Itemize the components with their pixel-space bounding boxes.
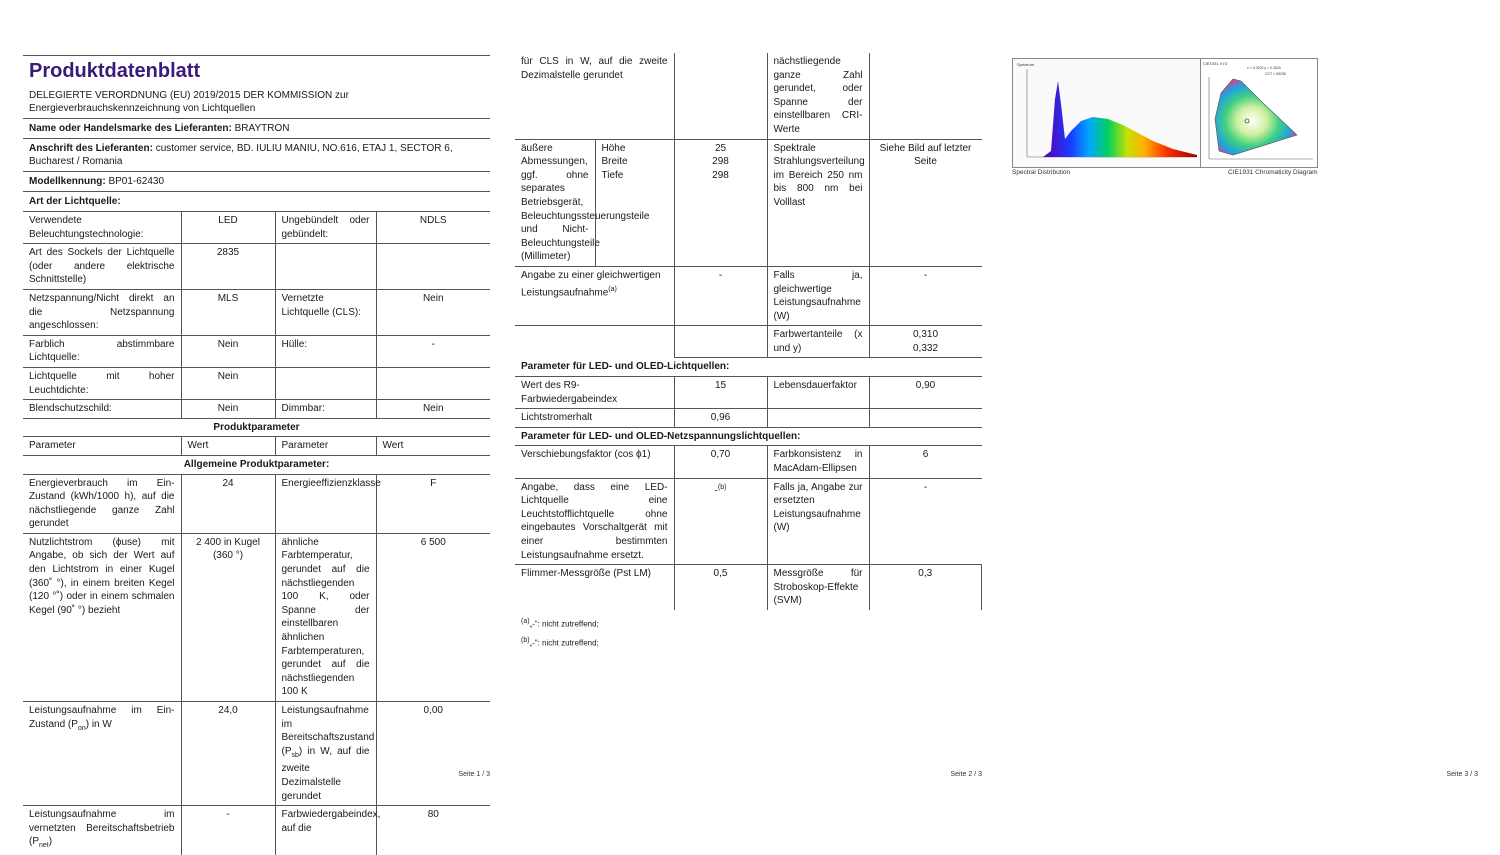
consist-label: Farbkonsistenz in MacAdam-Ellipsen (767, 446, 869, 478)
param-label: Farbwiedergabeindex, auf die (275, 806, 376, 855)
column-header-param: Parameter (23, 437, 181, 456)
row-label (275, 367, 376, 399)
footnote-a: $^{(a)}$„-“: nicht zutreffend; (521, 617, 599, 629)
row-label: Vernetzte Lichtquelle (CLS): (275, 289, 376, 335)
row-value (376, 367, 490, 399)
param-value: 24,0 (181, 702, 275, 806)
param-value: F (376, 474, 490, 533)
table-row (515, 326, 982, 358)
light-type-label: Art der Lichtquelle: (29, 196, 121, 207)
empty-cell (515, 326, 674, 358)
row-value: MLS (181, 289, 275, 335)
param-value: 80 (427, 809, 439, 821)
continuation-table (515, 53, 982, 610)
param-value: 6 500 (376, 533, 490, 701)
table-section-header (23, 455, 490, 474)
row-label: Verwendete Beleuchtungstechnologie: (23, 212, 181, 244)
footnotes (515, 614, 982, 651)
replace-yes-value: - (869, 478, 982, 565)
column-header-value: Wert (376, 437, 490, 456)
strobo-label: Messgröße für Stroboskop-Effekte (SVM) (767, 565, 869, 610)
row-value: NDLS (376, 212, 490, 244)
product-params-header: Produktparameter (23, 418, 490, 437)
table-row (23, 289, 490, 335)
table-row (23, 806, 490, 855)
row-value: LED (181, 212, 275, 244)
flux-value: 0,96 (674, 409, 767, 428)
row-label: Dimmbar: (275, 400, 376, 419)
spectral-value: Siehe Bild auf letzter Seite (869, 139, 982, 266)
supplier-address-line (23, 139, 490, 172)
dims-label: äußere Abmessungen, ggf. ohne separates Betriebsgerät, Beleuchtungssteuerungsteile und Nicht-Beleuchtungsteile (Millimeter) (515, 139, 595, 266)
row-label: Hülle: (275, 335, 376, 367)
supplier-address-label: Anschrift des Lieferanten: (29, 143, 153, 154)
row-value (869, 53, 982, 139)
row-value (376, 244, 490, 290)
equiv-yes-label: Falls ja, gleichwertige Leistungsaufnahme (W) (767, 266, 869, 325)
regulation-text: DELEGIERTE VERORDNUNG (EU) 2019/2015 DER KOMMISSION zur Energieverbrauchskennzeichnung von Lichtquellen (23, 87, 490, 119)
equiv-value: - (674, 266, 767, 325)
row-value: Nein (181, 400, 275, 419)
spectral-label: Spektrale Strahlungsverteilung im Bereich 250 nm bis 800 nm bei Volllast (767, 139, 869, 266)
table-section-header (515, 358, 982, 377)
empty-cell (869, 409, 982, 428)
cie-caption: CIE1931 Chromaticity Diagram (1228, 169, 1318, 176)
param-label: ähnliche Farbtemperatur, gerundet auf die nächstliegenden 100 K, oder Spanne der einstellbaren ähnlichen Farbtemperaturen, gerundet auf die nächstliegenden 100 K (275, 533, 376, 701)
row-value: Nein (181, 367, 275, 399)
supplier-name-line (23, 119, 490, 139)
param-label: Energieverbrauch im Ein-Zustand (kWh/1000 h), auf die nächstliegende ganze Zahl gerundet (23, 474, 181, 533)
param-value: - (181, 806, 275, 855)
page-1 (23, 0, 490, 850)
table-row (515, 446, 982, 478)
supplier-address-value: customer service, BD. IULIU MANIU, NO.616, ETAJ 1, SECTOR 6, Bucharest / Romania (29, 143, 453, 167)
cie-locus (1215, 79, 1297, 155)
row-label: Lichtquelle mit hoher Leuchtdichte: (23, 367, 181, 399)
row-label: Ungebündelt oder gebündelt: (275, 212, 376, 244)
row-value: - (376, 335, 490, 367)
consist-value: 6 (869, 446, 982, 478)
mains-params-header: Parameter für LED- und OLED-Netzspannungslichtquellen: (515, 427, 982, 446)
cie-title: CIE1931 XYZ (1203, 61, 1228, 66)
dims-values: 25 298 298 (674, 139, 767, 266)
table-section-header (515, 427, 982, 446)
table-row (23, 533, 490, 701)
chroma-values: 0,310 0,332 (869, 326, 982, 358)
model-line (23, 172, 490, 192)
param-value: 24 (181, 474, 275, 533)
table-row (515, 53, 982, 139)
table-row (23, 367, 490, 399)
cie-svg (1201, 59, 1317, 167)
flicker-value: 0,5 (674, 565, 767, 610)
param-label: Nutzlichtstrom (ϕuse) mit Angabe, ob sich der Wert auf den Lichtstrom in einer Kugel (360˚ °), in einem breiten Kegel (120 °˚) oder in einem schmalen Kegel (90˚ °) bezieht (23, 533, 181, 701)
table-column-headers (23, 437, 490, 456)
column-header-value: Wert (181, 437, 275, 456)
table-row (515, 139, 982, 266)
equiv-label: Angabe zu einer gleichwertigen Leistungsaufnahme$^{(a)}$ (515, 266, 674, 325)
table-row (515, 478, 982, 565)
param-value: 0,00 (376, 702, 490, 806)
table-section-header (23, 418, 490, 437)
strobo-value: 0,3 (869, 565, 982, 610)
page-footer: Seite 3 / 3 (1446, 771, 1478, 778)
equiv-yes-value: - (869, 266, 982, 325)
spectral-distribution-svg (1013, 59, 1201, 167)
row-value: Nein (376, 400, 490, 419)
life-label: Lebensdauerfaktor (767, 377, 869, 409)
page-2 (515, 0, 982, 844)
param-label: Leistungsaufnahme im Ein-Zustand $(P_{on})$ in W (23, 702, 181, 806)
row-label: Art des Sockels der Lichtquelle (oder andere elektrische Schnittstelle) (23, 244, 181, 290)
document-title: Produktdatenblatt (23, 55, 490, 87)
r9-label: Wert des R9-Farbwiedergabeindex (515, 377, 674, 409)
life-value: 0,90 (869, 377, 982, 409)
row-value: 2835 (181, 244, 275, 290)
model-value: BP01-62430 (108, 176, 165, 187)
param-label: Leistungsaufnahme im vernetzten Bereitschaftsbetrieb $(P_{net})$ (23, 806, 181, 855)
spectral-distribution-chart (1013, 59, 1201, 167)
page-3 (1008, 0, 1478, 844)
model-label: Modellkennung: (29, 176, 106, 187)
led-params-header: Parameter für LED- und OLED-Lichtquellen: (515, 358, 982, 377)
empty-cell (674, 326, 767, 358)
table-row (515, 377, 982, 409)
table-row (23, 335, 490, 367)
param-label: Leistungsaufnahme im Bereitschaftszustand $(P_{sb})$ in W, auf die zweite Dezimalstelle gerundet (275, 702, 376, 806)
table-row (515, 266, 982, 325)
empty-cell (767, 409, 869, 428)
shift-label: Verschiebungsfaktor (cos ϕ1) (515, 446, 674, 478)
column-header-param: Parameter (275, 437, 376, 456)
table-row (23, 702, 490, 806)
row-label: Netzspannung/Nicht direkt an die Netzspannung angeschlossen: (23, 289, 181, 335)
table-row (23, 212, 490, 244)
chroma-label: Farbwertanteile (x und y) (767, 326, 869, 358)
table-row (23, 244, 490, 290)
table-row (23, 474, 490, 533)
spectrum-figure (1012, 58, 1318, 168)
flux-label: Lichtstromerhalt (515, 409, 674, 428)
row-label: für CLS in W, auf die zweite Dezimalstelle gerundet (515, 53, 674, 139)
footnote-b: $^{(b)}$„-“: nicht zutreffend; (521, 636, 599, 648)
row-label (275, 244, 376, 290)
row-value (674, 53, 767, 139)
light-source-table (23, 212, 490, 855)
table-row (23, 400, 490, 419)
general-params-header: Allgemeine Produktparameter: (23, 455, 490, 474)
supplier-name-value: BRAYTRON (234, 123, 290, 134)
row-label: nächstliegende ganze Zahl gerundet, oder Spanne der einstellbaren CRI-Werte (767, 53, 869, 139)
shift-value: 0,70 (674, 446, 767, 478)
spectrum-title: Spectrum (1017, 62, 1035, 67)
param-value: 2 400 in Kugel (360 °) (181, 533, 275, 701)
replace-value: -$^{(b)}$ (674, 478, 767, 565)
spectrum-curve (1043, 81, 1197, 157)
table-row (515, 409, 982, 428)
cie-readout-1: x = 0.3100 y = 0.3320 (1247, 66, 1281, 70)
row-value: Nein (181, 335, 275, 367)
param-label: Energieeffizienzklasse (275, 474, 376, 533)
supplier-name-label: Name oder Handelsmarke des Lieferanten: (29, 123, 232, 134)
replace-yes-label: Falls ja, Angabe zur ersetzten Leistungsaufnahme (W) (767, 478, 869, 565)
r9-value: 15 (674, 377, 767, 409)
row-label: Blendschutzschild: (23, 400, 181, 419)
flicker-label: Flimmer-Messgröße (Pst LM) (515, 565, 674, 610)
page-footer: Seite 1 / 3 (458, 771, 490, 778)
row-value: Nein (376, 289, 490, 335)
replace-label: Angabe, dass eine LED-Lichtquelle eine Leuchtstofflichtquelle ohne eingebautes Vorschaltgerät mit einer bestimmten Leistungsaufnahme ersetzt. (515, 478, 674, 565)
page-footer: Seite 2 / 3 (950, 771, 982, 778)
cie-readout-2: CCT = 6523K (1265, 72, 1287, 76)
spectrum-caption: Spectral Distribution (1012, 169, 1071, 176)
light-type-line (23, 192, 490, 212)
cie-chromaticity-chart (1201, 59, 1317, 167)
table-row (515, 565, 982, 610)
row-label: Farblich abstimmbare Lichtquelle: (23, 335, 181, 367)
dims-names: Höhe Breite Tiefe (595, 139, 674, 266)
